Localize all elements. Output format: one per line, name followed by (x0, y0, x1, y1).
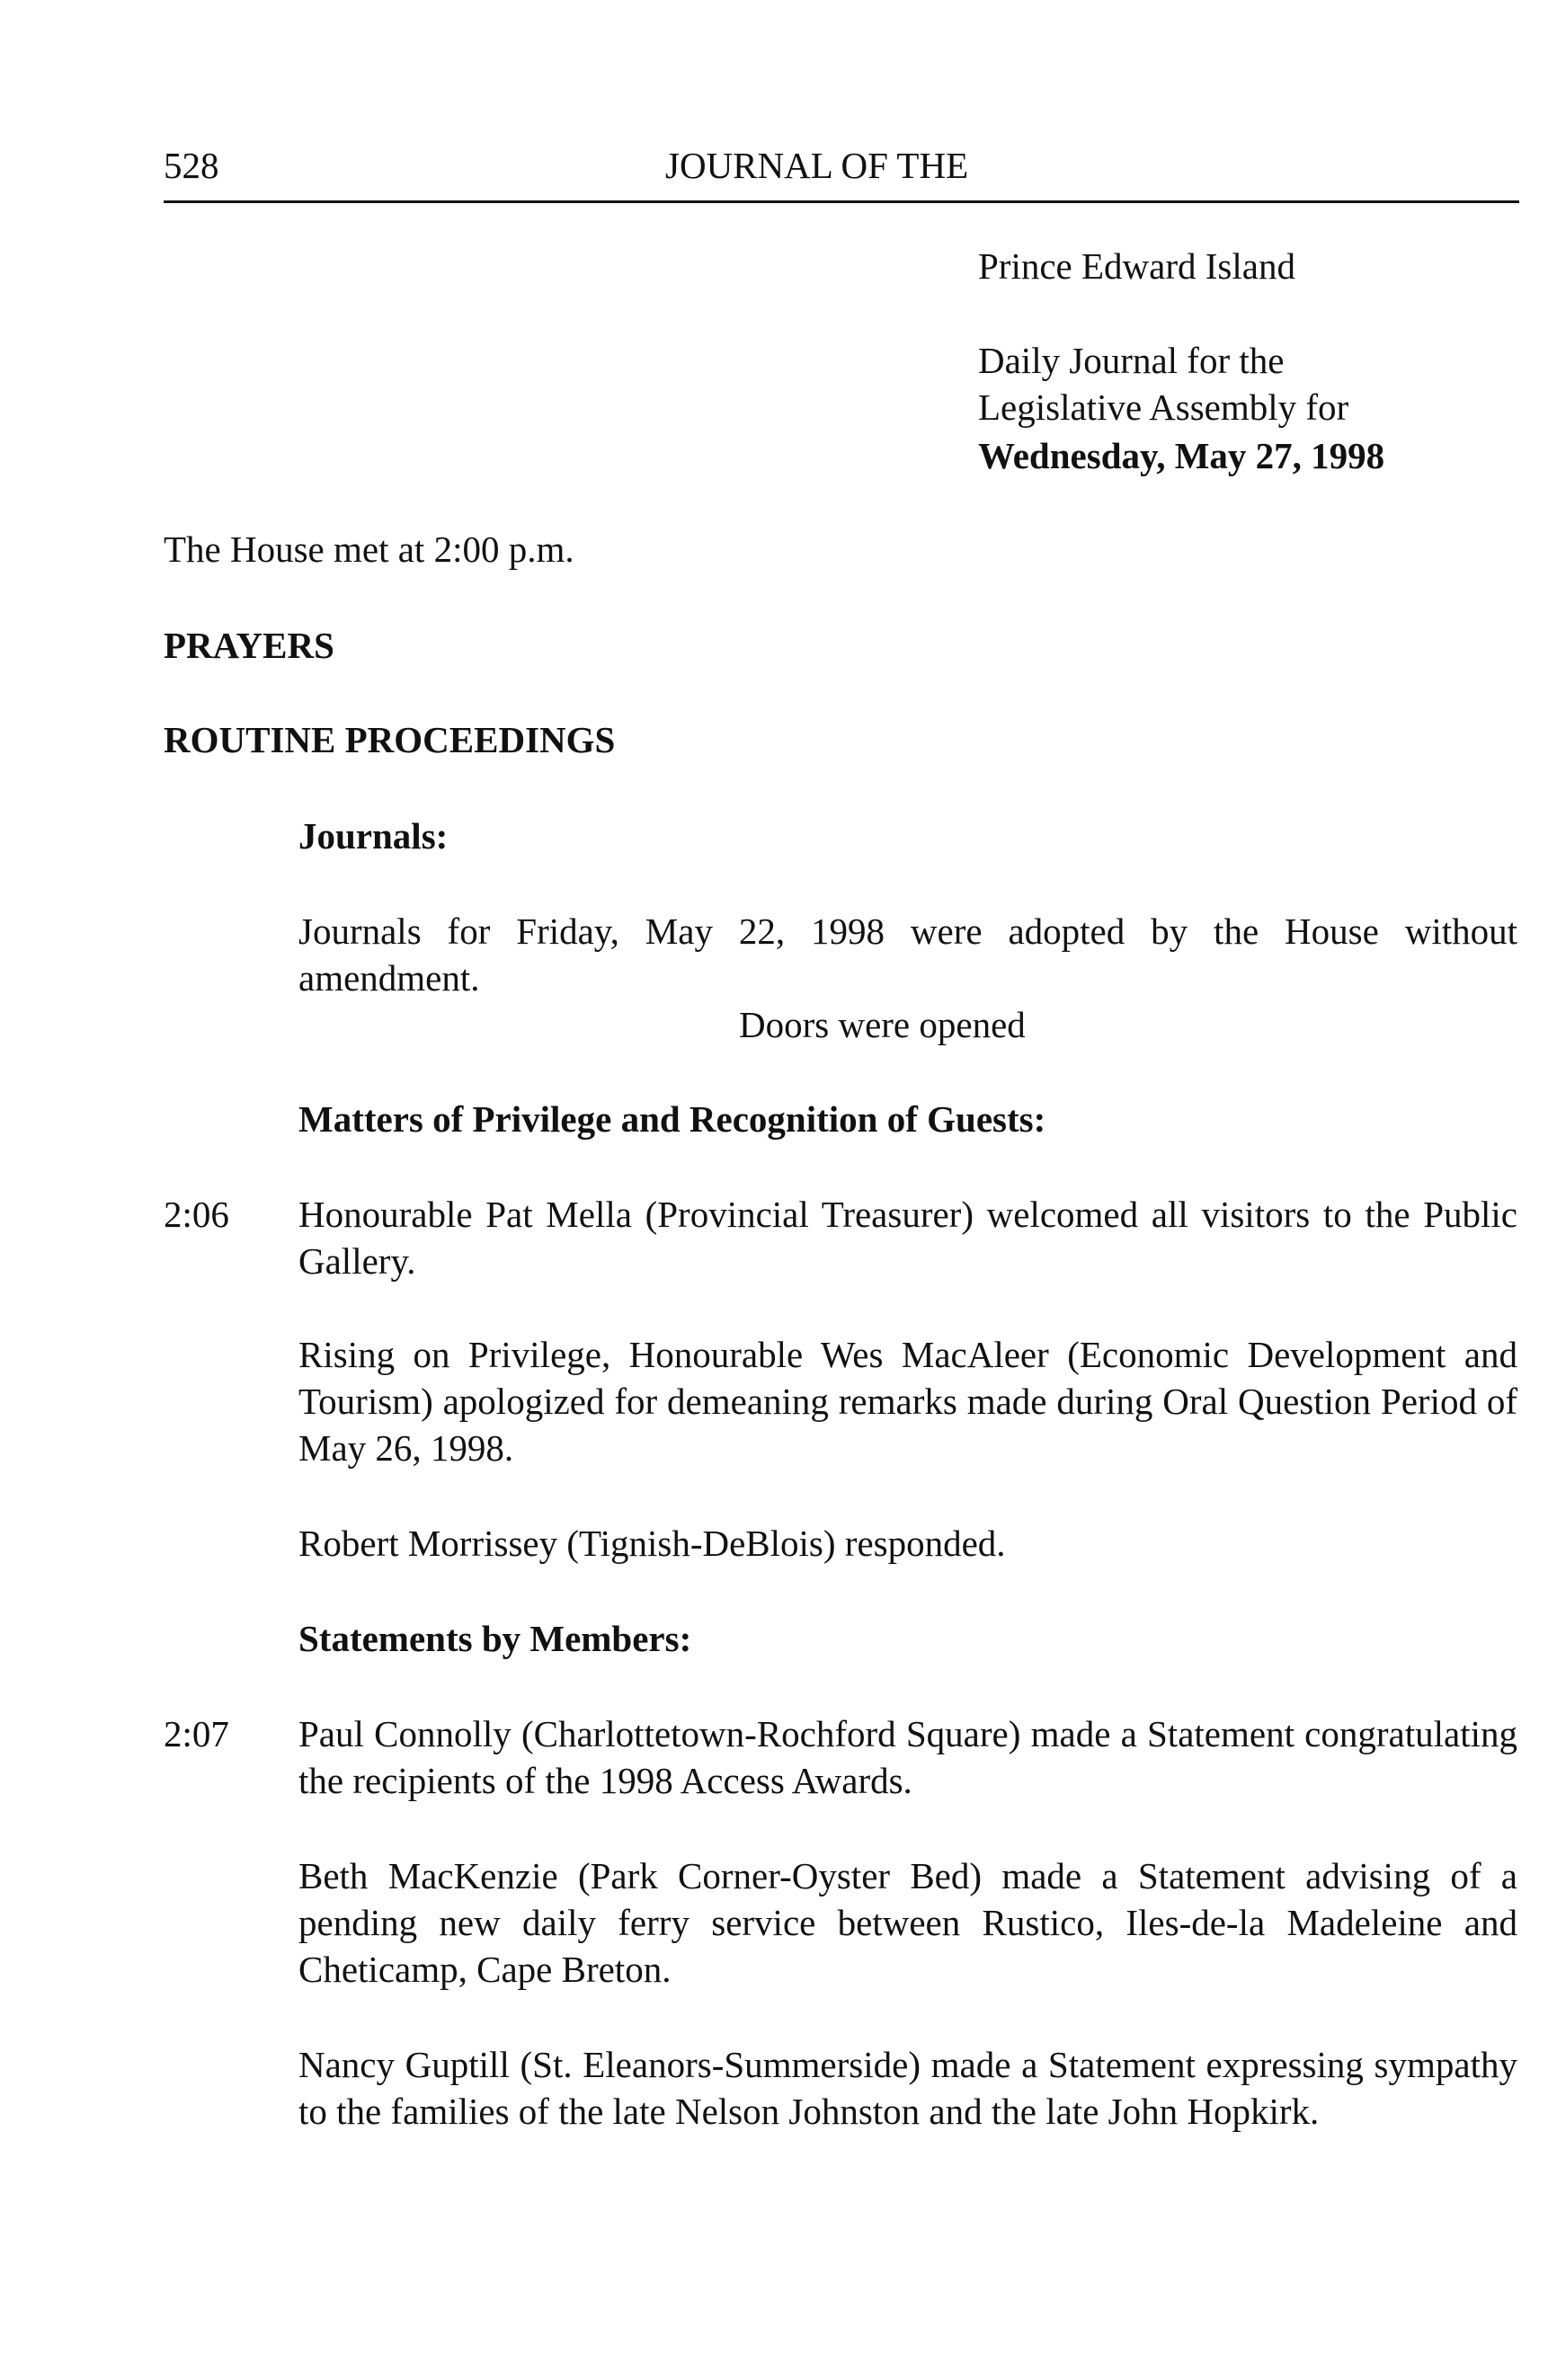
time-stamp: 2:07 (164, 1713, 229, 1754)
privilege-paragraph-1: Honourable Pat Mella (Provincial Treasurer) welcomed all visitors to the Public Gallery. (298, 1194, 1517, 1282)
routine-proceedings-heading: ROUTINE PROCEEDINGS (164, 719, 616, 760)
statements-heading: Statements by Members: (298, 1618, 692, 1659)
journal-date: Wednesday, May 27, 1998 (978, 435, 1385, 476)
privilege-paragraph-2: Rising on Privilege, Honourable Wes MacAleer (Economic Development and Tourism) apologized for demeaning remarks made during Oral Question Period of May 26, 1998. (298, 1334, 1517, 1469)
journals-paragraph: Journals for Friday, May 22, 1998 were adopted by the House without amendment. (298, 910, 1517, 999)
doors-opened-text: Doors were opened (739, 1004, 1026, 1045)
running-title: JOURNAL OF THE (665, 145, 969, 186)
statement-paragraph-3: Nancy Guptill (St. Eleanors-Summerside) made a Statement expressing sympathy to the families of the late Nelson Johnston and the late John Hopkirk. (298, 2044, 1517, 2132)
journals-heading: Journals: (298, 815, 449, 857)
opening-statement: The House met at 2:00 p.m. (164, 528, 574, 570)
prayers-heading: PRAYERS (164, 625, 334, 666)
time-stamp: 2:06 (164, 1194, 229, 1235)
statement-paragraph-1: Paul Connolly (Charlottetown-Rochford Square) made a Statement congratulating the recipients of the 1998 Access Awards. (298, 1713, 1517, 1801)
privilege-paragraph-3: Robert Morrissey (Tignish-DeBlois) responded. (298, 1523, 1006, 1564)
page-number: 528 (164, 145, 219, 186)
province-name: Prince Edward Island (978, 245, 1295, 287)
statement-paragraph-2: Beth MacKenzie (Park Corner-Oyster Bed) made a Statement advising of a pending new daily ferry service between Rustico, Iles-de-la Madeleine and Cheticamp, Cape Breton. (298, 1855, 1517, 1990)
header-rule (164, 200, 1519, 203)
journal-title-line2: Legislative Assembly for (978, 386, 1349, 428)
journal-title-line1: Daily Journal for the (978, 340, 1285, 381)
privilege-heading: Matters of Privilege and Recognition of Guests: (298, 1098, 1046, 1140)
